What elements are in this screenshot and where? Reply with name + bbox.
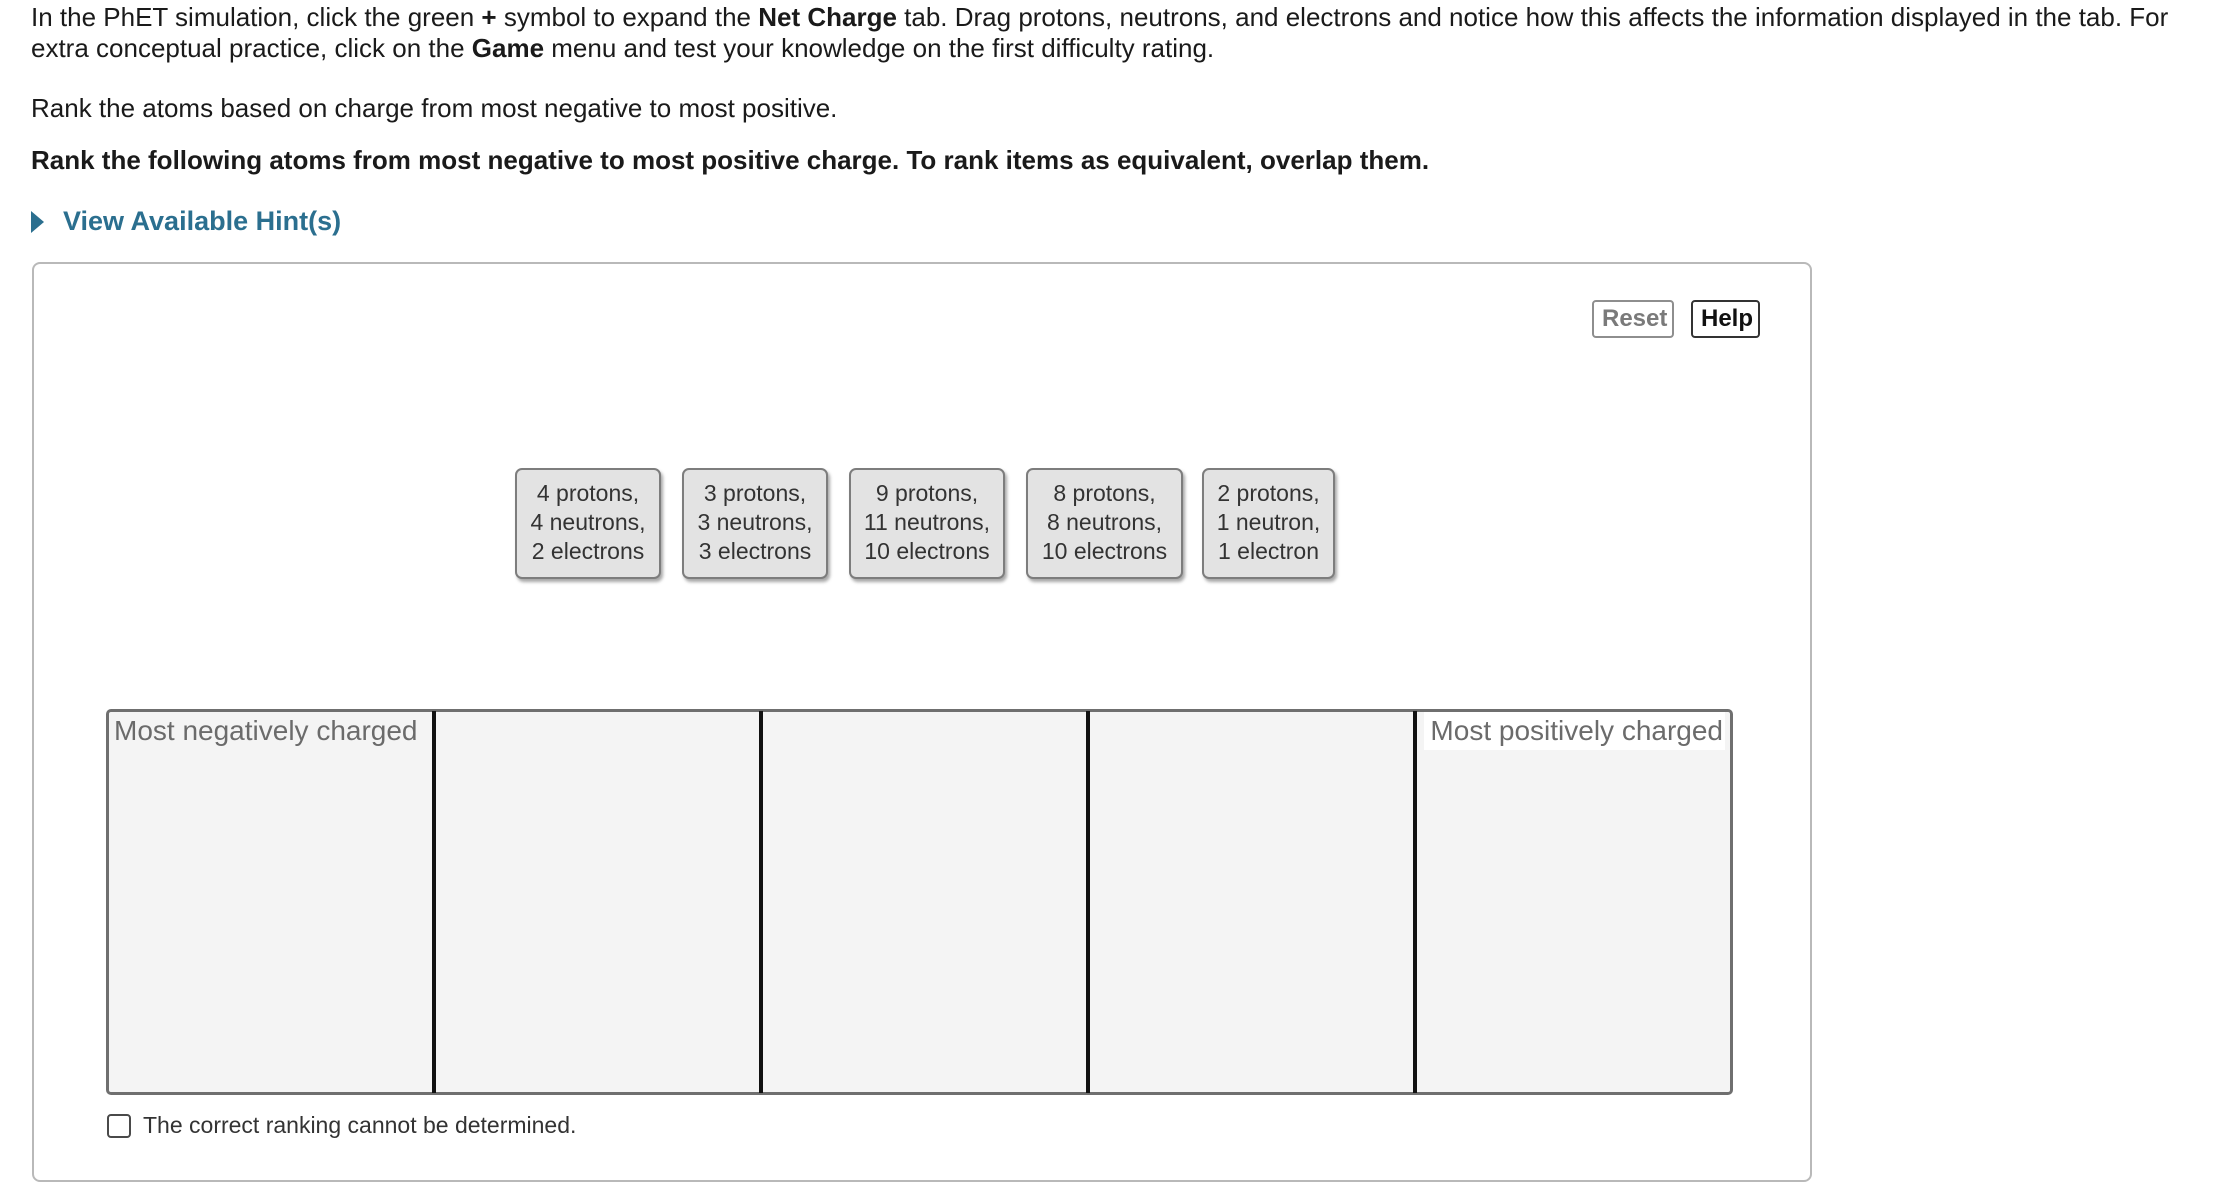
atom-tile-2[interactable] <box>682 468 828 579</box>
cannot-determine-option[interactable] <box>107 1112 576 1139</box>
intro-text-3: tab. Drag protons, neutrons, and electrons and notice how this affects the information displayed in the tab. For extra conceptual practice, click on the <box>31 2 2169 63</box>
most-positive-label: Most positively charged <box>1424 712 1725 750</box>
most-negative-label: Most negatively charged <box>114 715 418 746</box>
atom-tile-line: 10 electrons <box>1041 538 1168 564</box>
ranking-bin-3[interactable] <box>763 712 1088 1092</box>
cannot-determine-label: The correct ranking cannot be determined. <box>143 1112 577 1138</box>
reset-button[interactable]: Reset <box>1592 300 1674 338</box>
atom-tile-3[interactable] <box>849 468 1005 579</box>
atom-tile-1[interactable] <box>515 468 661 579</box>
atom-tile-line: 10 electrons <box>864 538 990 564</box>
atom-tile-line: 9 protons, <box>875 480 979 506</box>
caret-right-icon <box>31 211 44 233</box>
atom-tile-4[interactable] <box>1026 468 1183 579</box>
view-hints-label: View Available Hint(s) <box>63 206 342 236</box>
atom-tile-line: 2 electrons <box>531 538 645 564</box>
bin-divider <box>759 711 763 1093</box>
ranking-bin-1[interactable] <box>109 712 434 1092</box>
plus-symbol: + <box>481 2 497 32</box>
net-charge-term: Net Charge <box>758 2 897 32</box>
atom-tile-line: 1 neutron, <box>1216 509 1321 535</box>
bin-divider <box>432 711 436 1093</box>
atom-tile-line: 3 electrons <box>698 538 812 564</box>
intro-text-4: menu and test your knowledge on the first difficulty rating. <box>544 33 1215 63</box>
rank-prompt: Rank the atoms based on charge from most negative to most positive. <box>31 93 838 123</box>
atom-tile-line: 4 neutrons, <box>530 509 646 535</box>
ranking-bins <box>106 709 1733 1095</box>
atom-tile-line: 8 protons, <box>1053 480 1156 506</box>
ranking-instruction: Rank the following atoms from most negative to most positive charge. To rank items as equivalent, overlap them. <box>31 145 1430 175</box>
view-hints-toggle[interactable] <box>31 206 341 237</box>
atom-tile-line: 8 neutrons, <box>1046 509 1163 535</box>
intro-text-2: symbol to expand the <box>496 2 759 32</box>
intro-text-1: In the PhET simulation, click the green <box>31 2 482 32</box>
atom-tile-line: 3 neutrons, <box>697 509 813 535</box>
atom-tile-line: 4 protons, <box>536 480 640 506</box>
help-button[interactable]: Help <box>1691 300 1760 338</box>
ranking-bin-4[interactable] <box>1090 712 1415 1092</box>
atom-tile-line: 11 neutrons, <box>863 509 991 535</box>
atom-tile-line: 1 electron <box>1217 538 1319 564</box>
atom-tile-line: 2 protons, <box>1217 480 1320 506</box>
ranking-bin-5[interactable] <box>1417 712 1730 1092</box>
cannot-determine-checkbox[interactable] <box>107 1114 131 1138</box>
atom-tile-line: 3 protons, <box>703 480 807 506</box>
bin-divider <box>1086 711 1090 1093</box>
intro-paragraph <box>31 2 2206 64</box>
atom-tile-5[interactable] <box>1202 468 1335 579</box>
ranking-bin-2[interactable] <box>436 712 761 1092</box>
game-term: Game <box>471 33 545 63</box>
bin-divider <box>1413 711 1417 1093</box>
